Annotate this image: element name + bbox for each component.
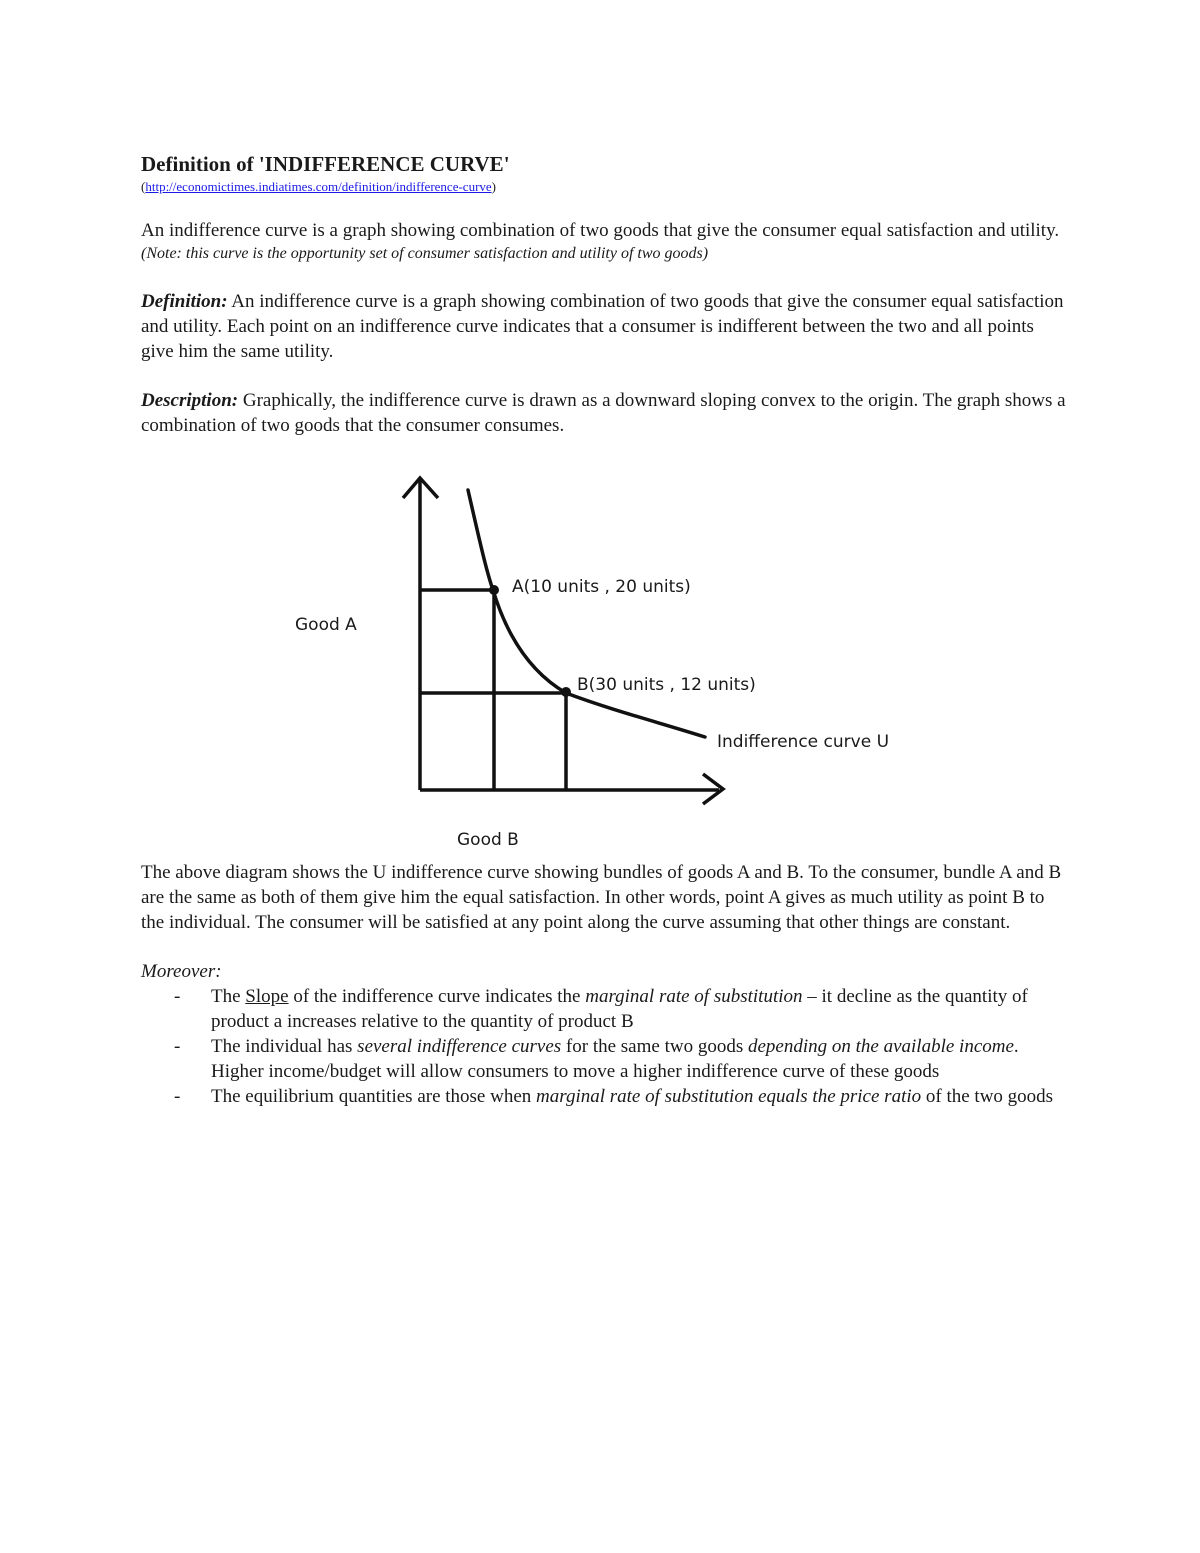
point-b-label: B(30 units , 12 units) bbox=[577, 675, 756, 695]
source-link[interactable]: http://economictimes.indiatimes.com/definition/indifference-curve bbox=[145, 179, 492, 194]
point-a-marker bbox=[489, 585, 499, 595]
list-text: of the indifference curve indicates the bbox=[288, 986, 586, 1007]
list-text: . Higher income/budget will allow consumers to move a higher indifference curve of these goods bbox=[211, 1036, 1019, 1082]
source-line bbox=[141, 178, 1071, 196]
list-text: The equilibrium quantities are those when bbox=[211, 1086, 537, 1107]
list-dash: - bbox=[174, 1086, 181, 1107]
description-paragraph bbox=[141, 388, 1071, 438]
intro-note: (Note: this curve is the opportunity set of consumer satisfaction and utility of two goods) bbox=[141, 245, 709, 262]
document-title: Definition of 'INDIFFERENCE CURVE' bbox=[141, 152, 510, 176]
list-item bbox=[141, 1034, 1071, 1084]
moreover-list bbox=[141, 984, 1071, 1109]
source-open-paren: ( bbox=[141, 179, 146, 194]
list-text: The individual has bbox=[211, 1036, 358, 1057]
explanation-paragraph: The above diagram shows the U indifference curve showing bundles of goods A and B. To the consumer, bundle A and B are the same as both of them give him the equal satisfaction. In other words, point A gives as much utility as point B to the individual. The consumer will be satisfied at any point along the curve assuming that other things are constant. bbox=[141, 862, 1062, 933]
slope-term: Slope bbox=[245, 986, 289, 1007]
description-label: Description: bbox=[141, 390, 239, 411]
income-term: depending on the available income bbox=[747, 1036, 1014, 1057]
mrs-term: marginal rate of substitution bbox=[585, 986, 803, 1007]
description-text: Graphically, the indifference curve is drawn as a downward sloping convex to the origin. The graph shows a combination of two goods that the consumer consumes. bbox=[141, 390, 1066, 436]
definition-label: Definition: bbox=[141, 291, 228, 312]
source-close-paren: ) bbox=[491, 179, 497, 194]
point-a-label: A(10 units , 20 units) bbox=[512, 577, 691, 597]
moreover-heading: Moreover: bbox=[141, 961, 222, 982]
list-dash: - bbox=[174, 1036, 181, 1057]
y-axis-label: Good A bbox=[295, 615, 357, 635]
indifference-curve-diagram bbox=[141, 458, 1071, 848]
x-axis-label: Good B bbox=[457, 830, 519, 848]
several-curves-term: several indifference curves bbox=[357, 1036, 562, 1057]
point-b-marker bbox=[561, 687, 571, 697]
list-dash: - bbox=[174, 986, 181, 1007]
indifference-curve-line bbox=[468, 490, 705, 737]
list-item bbox=[141, 1084, 1071, 1109]
definition-text: An indifference curve is a graph showing combination of two goods that give the consumer equal satisfaction and utility. Each point on an indifference curve indicates that a consumer is indifferent between the two and all points give him the same utility. bbox=[141, 291, 1064, 362]
list-text: of the two goods bbox=[921, 1086, 1054, 1107]
list-text: – it decline as the quantity of product a increases relative to the quantity of product B bbox=[211, 986, 1028, 1032]
list-text: for the same two goods bbox=[561, 1036, 748, 1057]
equilibrium-term: marginal rate of substitution equals the price ratio bbox=[536, 1086, 922, 1107]
diagram-svg bbox=[141, 458, 1071, 848]
definition-paragraph bbox=[141, 289, 1071, 364]
intro-text: An indifference curve is a graph showing combination of two goods that give the consumer equal satisfaction and utility. bbox=[141, 220, 1060, 241]
list-text: The bbox=[211, 986, 246, 1007]
document-page bbox=[141, 150, 1071, 1109]
curve-label: Indifference curve U bbox=[717, 732, 890, 752]
list-item bbox=[141, 984, 1071, 1034]
